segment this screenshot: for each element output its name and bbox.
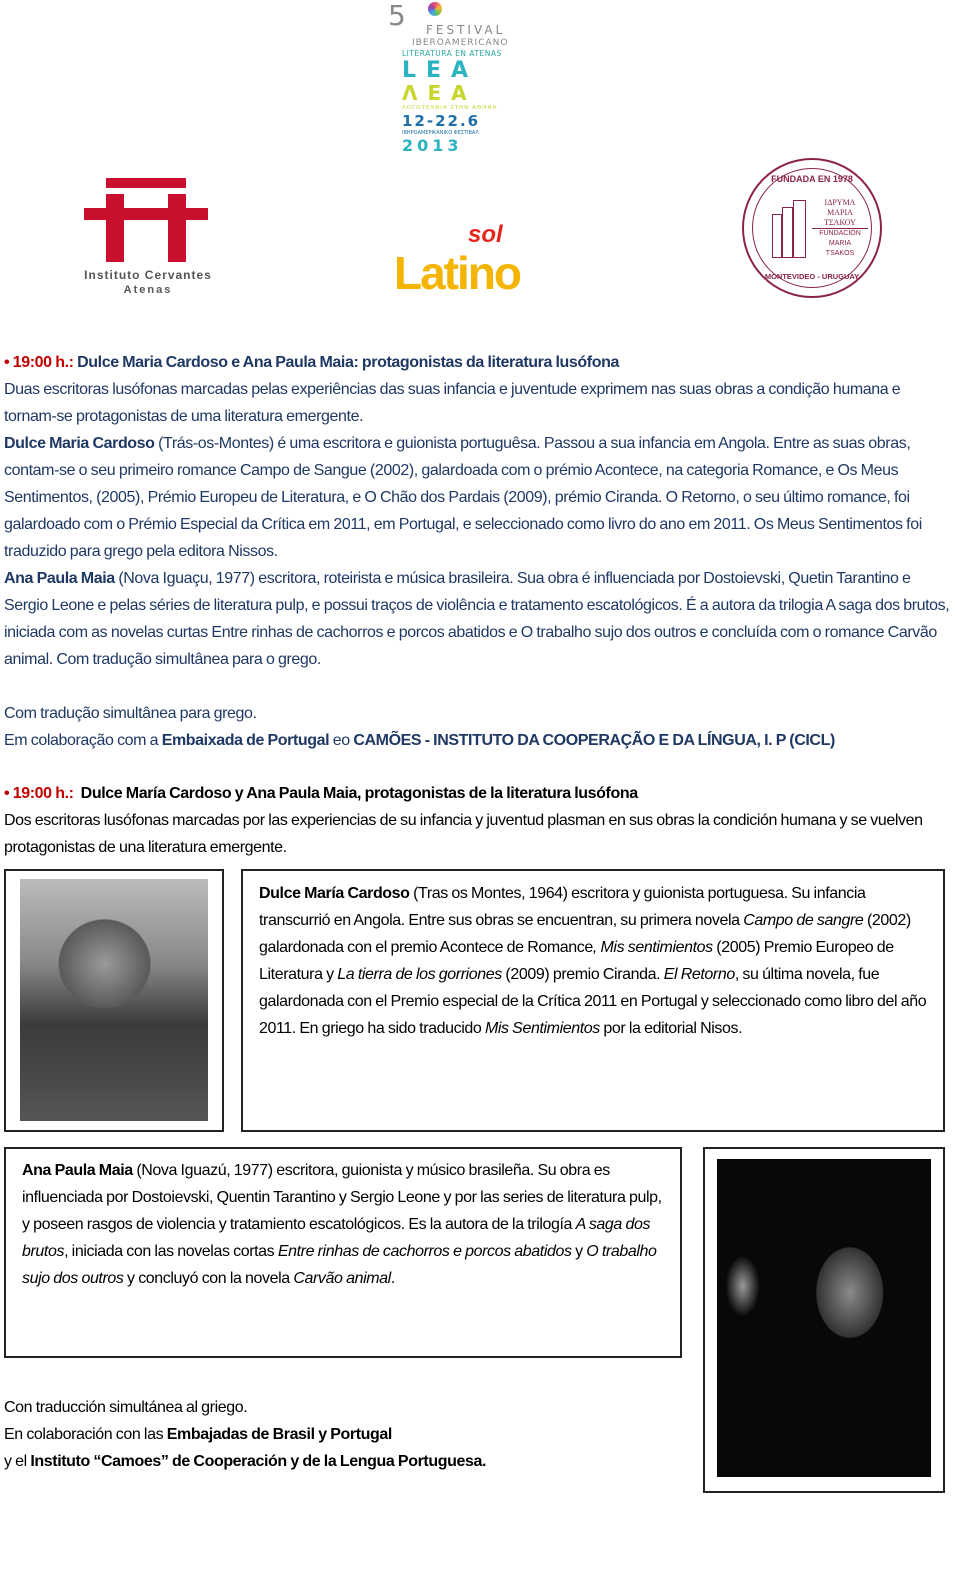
pt-dulce-bio	[4, 430, 954, 565]
collab-institute: Instituto “Camoes” de Cooperación y de la Lengua Portuguesa.	[30, 1453, 486, 1470]
book-title: El Retorno	[663, 966, 735, 983]
book-title: Entre rinhas de cachorros e porcos abatidos	[277, 1243, 572, 1260]
cervantes-city: Atenas	[123, 284, 173, 296]
author-name: Dulce Maria Cardoso	[4, 435, 155, 452]
pt-ana-bio	[4, 565, 954, 673]
event-title: Dulce Maria Cardoso e Ana Paula Maia: protagonistas da literatura lusófona	[73, 354, 619, 371]
festival-line: LITERATURA EN ATENAS	[402, 49, 502, 58]
ana-left-column	[4, 1147, 682, 1475]
dulce-row	[4, 869, 945, 1132]
pt-event-heading	[4, 349, 954, 376]
festival-line: FESTIVAL	[426, 23, 506, 37]
author-name: Ana Paula Maia	[4, 570, 115, 587]
dulce-bio-box	[241, 869, 945, 1132]
collab-text: Em colaboração com a	[4, 732, 162, 749]
cervantes-emblem-icon	[84, 178, 208, 262]
ana-photo-frame	[703, 1147, 945, 1493]
bio-text: (Tras os Montes, 1964) escritora y guionista portuguesa. Su infancia transcurrió en Angola. Entre sus obras se encuentran, su primera novela	[259, 885, 866, 929]
collab-text: y el	[4, 1453, 31, 1470]
sol-latino-logo	[394, 222, 578, 302]
book-title: Mis Sentimientos	[484, 1020, 600, 1037]
pt-translation-note: Com tradução simultânea para grego.	[4, 705, 257, 722]
event-time: 19:00 h.:	[12, 354, 74, 371]
festival-number: 5	[388, 0, 406, 32]
book-title: O trabalho sujo dos outros	[22, 1243, 657, 1287]
collab-text: En colaboración con las	[4, 1426, 167, 1443]
bio-text: (2009) premio Ciranda.	[501, 966, 664, 983]
collab-embassy: Embaixada de Portugal	[161, 732, 330, 749]
es-collaboration-institute	[4, 1448, 682, 1475]
ana-bio-box	[4, 1147, 682, 1358]
logo-header	[0, 0, 960, 349]
festival-line: ΛΕΑ	[402, 81, 477, 105]
bio-text: (Nova Iguaçu, 1977) escritora, roteirista e música brasileira. Sua obra é influenciada por Dostoievski, Quetin Tarantino e Sergio Leone e pelas séries de literatura pulp, e possui traços de violência e tratamento escatológicos. É a autora da trilogia A saga dos brutos, iniciada com as novelas curtas Entre rinhas de cachorros e porcos abatidos e O trabalho sujo dos outros e concluída com o romance Carvão animal. Com tradução simultânea para o grego.	[4, 570, 950, 668]
bullet: •	[4, 785, 10, 802]
bio-text: (Trás-os-Montes) é uma escritora e guionista portuguêsa. Passou a sua infancia em Angola. Entre as suas obras, contam-se o seu primeiro romance Campo de Sangue (2002), galardoada com o prémio Acontece, na categoria Romance, e Os Meus Sentimentos, (2005), Prémio Europeu de Literatura, e O Chão dos Pardais (2009), prémio Ciranda. O Retorno, o seu último romance, foi galardoado com o Prémio Especial da Crítica em 2011, em Portugal, e seleccionado como livro do ano em 2011. Os Meus Sentimentos foi traduzido para grego pela editora Nissos.	[4, 435, 922, 560]
bio-text: .	[390, 1270, 395, 1287]
bullet: •	[4, 354, 10, 371]
es-event-heading	[4, 780, 954, 807]
dulce-maria-cardoso-photo	[20, 879, 208, 1121]
collab-text: eo	[329, 732, 354, 749]
bio-text: (2005) Premio Europeo de Literatura y	[259, 939, 894, 983]
sol-text: sol	[468, 221, 503, 248]
bio-text: , iniciada con las novelas cortas	[64, 1243, 278, 1260]
bio-text: y concluyó con la novela	[123, 1270, 294, 1287]
portuguese-section	[4, 349, 954, 754]
pt-collaboration	[4, 727, 884, 754]
festival-year: 2013	[402, 136, 463, 155]
fundacion-greek: ΙΔΡΥΜΑ	[824, 198, 856, 207]
es-footer	[4, 1394, 682, 1475]
latino-text: Latino	[394, 247, 520, 299]
author-name: Ana Paula Maia	[22, 1162, 133, 1179]
festival-line: ΛΟΓΟΤΕΧΝΙΑ ΣΤΗΝ ΑΘΗΝΑ	[402, 105, 498, 111]
event-time: 19:00 h.:	[12, 785, 74, 802]
book-title: Carvão animal	[293, 1270, 391, 1287]
ana-paula-maia-photo	[717, 1159, 931, 1477]
fundacion-bottom-text: MONTEVIDEO - URUGUAY	[764, 272, 860, 281]
festival-line: IBEROAMERICANO	[412, 38, 509, 48]
book-title: Campo de sangre	[743, 912, 864, 929]
fundacion-greek: ΤΣΑΚΟΥ	[812, 218, 868, 229]
color-wheel-icon	[428, 2, 442, 16]
fundacion-maria-tsakos-logo	[742, 158, 882, 298]
book-title: A saga dos brutos	[22, 1216, 651, 1260]
dulce-photo-frame	[4, 869, 224, 1132]
fundacion-greek: ΜΑΡΙΑ	[827, 208, 853, 217]
author-name: Dulce María Cardoso	[259, 885, 410, 902]
es-translation-note: Con traducción simultánea al griego.	[4, 1399, 248, 1416]
es-collaboration	[4, 1421, 682, 1448]
bio-text: (2002) galardonada con el premio Acontece de Romance	[259, 912, 911, 956]
collab-institute: CAMÕES - INSTITUTO DA COOPERAÇÃO E DA LÍNGUA, I. P (CICL)	[353, 732, 835, 749]
es-intro: Dos escritoras lusófonas marcadas por las experiencias de su infancia y juventud plasman en sus obras la condición humana y se vuelven protagonistas de una literatura emergente.	[4, 812, 923, 856]
event-title: Dulce María Cardoso y Ana Paula Maia, protagonistas de la literatura lusófona	[80, 785, 638, 802]
fundacion-es: FUNDACIÓN	[819, 230, 861, 237]
bio-text: (Nova Iguazú, 1977) escritora, guionista y músico brasileña. Su obra es influenciada por Dostoievski, Quentin Tarantino y Sergio Leone y por las series de literatura pulp, y poseen rasgos de violencia y tratamiento escatológicos. Es la autora de la trilogía	[22, 1162, 662, 1233]
columns-icon	[772, 200, 808, 258]
book-title: , Mis sentimientos	[592, 939, 713, 956]
spanish-section	[4, 780, 954, 861]
collab-embassy: Embajadas de Brasil y Portugal	[166, 1426, 392, 1443]
bio-text: y	[571, 1243, 587, 1260]
cervantes-name: Instituto Cervantes	[84, 268, 212, 282]
fundacion-es: TSAKOS	[825, 250, 855, 257]
instituto-cervantes-logo	[62, 176, 234, 298]
document-body	[0, 349, 960, 1513]
fundacion-es: MARIA	[828, 240, 852, 247]
ana-row	[4, 1147, 945, 1493]
book-title: La tierra de los gorriones	[337, 966, 502, 983]
festival-line: ΙΒΗΡΟΑΜΕΡΙΚΑΝΙΚΟ ΦΕΣΤΙΒΑΛ	[402, 130, 479, 136]
festival-logo	[388, 2, 560, 156]
festival-dates: 12-22.6	[402, 112, 481, 130]
bio-text: por la editorial Nisos.	[599, 1020, 743, 1037]
bio-text: , su última novela, fue galardonada con el Premio especial de la Crítica 2011 en Portugal y seleccionado como libro del año 2011. En griego ha sido traducido	[259, 966, 927, 1037]
fundacion-top-text: FUNDADA EN 1978	[771, 174, 853, 184]
festival-line: LEA	[402, 58, 479, 83]
pt-intro: Duas escritoras lusófonas marcadas pelas experiências das suas infancia e juventude exprimem nas suas obras a condição humana e tornam-se protagonistas de uma literatura emergente.	[4, 381, 901, 425]
